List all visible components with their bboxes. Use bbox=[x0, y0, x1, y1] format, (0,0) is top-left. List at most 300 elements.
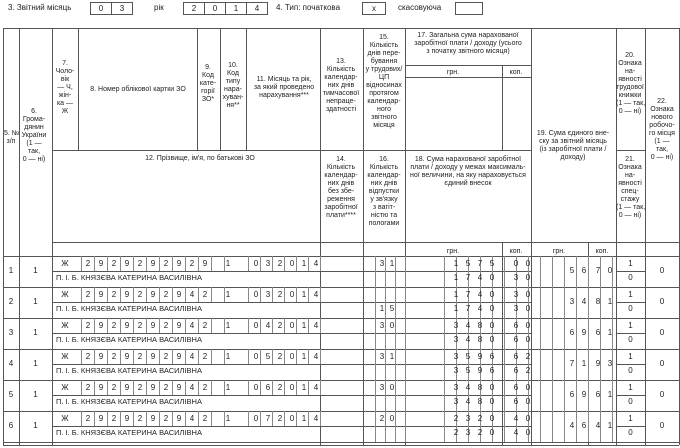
total-accrued-digit[interactable]: 2 bbox=[525, 352, 531, 361]
contribution-digit[interactable]: 4 bbox=[595, 421, 601, 430]
grid-line bbox=[385, 364, 386, 380]
card-digit[interactable]: 2 bbox=[111, 414, 117, 423]
capped-accrued-digit[interactable]: 0 bbox=[525, 273, 531, 282]
card-digit[interactable]: 9 bbox=[124, 414, 130, 423]
capped-accrued-digit[interactable]: 2 bbox=[525, 366, 531, 375]
period-digit[interactable]: 0 bbox=[253, 290, 259, 299]
card-digit[interactable]: 9 bbox=[176, 259, 182, 268]
header-20: 20. Ознака на- явності трудової книжки (1 — так, 0 — ні) bbox=[616, 52, 646, 115]
grid-line bbox=[504, 256, 505, 287]
card-digit[interactable]: 2 bbox=[189, 259, 195, 268]
card-digit[interactable]: 4 bbox=[189, 414, 195, 423]
month-digit-1[interactable]: 0 bbox=[90, 2, 112, 15]
header-18: 18. Сума нарахованої заробітної плати / доходу у межах максималь- ної величини, на яку нараховується єдиний внесок bbox=[410, 156, 526, 187]
work-book-flag[interactable]: 1 bbox=[628, 383, 633, 392]
grid-line bbox=[395, 395, 396, 411]
new-workplace-flag[interactable]: 0 bbox=[659, 328, 665, 337]
days-in-employment-digit[interactable]: 0 bbox=[389, 321, 395, 330]
card-digit[interactable]: 2 bbox=[85, 352, 91, 361]
card-digit[interactable]: 2 bbox=[163, 259, 169, 268]
contribution-digit[interactable]: 6 bbox=[569, 390, 575, 399]
period-digit[interactable]: 2 bbox=[277, 321, 283, 330]
person-full-name: П. І. Б. КНЯЗЄВА КАТЕРИНА ВАСИЛІВНА bbox=[56, 397, 202, 406]
card-digit[interactable]: 9 bbox=[150, 414, 156, 423]
contribution-digit[interactable]: 6 bbox=[581, 266, 587, 275]
grid-line bbox=[564, 380, 565, 411]
grid-line bbox=[540, 349, 541, 380]
total-accrued-digit[interactable]: 2 bbox=[453, 414, 459, 423]
capped-accrued-digit[interactable]: 7 bbox=[465, 304, 471, 313]
days-in-employment-digit[interactable]: 2 bbox=[379, 414, 385, 423]
card-digit[interactable]: 2 bbox=[111, 321, 117, 330]
year-digit-2[interactable]: 0 bbox=[204, 2, 226, 15]
total-accrued-digit[interactable]: 6 bbox=[513, 352, 519, 361]
contribution-digit[interactable]: 4 bbox=[569, 421, 575, 430]
contribution-digit[interactable]: 1 bbox=[581, 359, 587, 368]
total-accrued-digit[interactable]: 0 bbox=[525, 321, 531, 330]
total-accrued-digit[interactable]: 8 bbox=[477, 383, 483, 392]
total-accrued-digit[interactable]: 6 bbox=[513, 383, 519, 392]
grid-line bbox=[248, 349, 249, 364]
new-workplace-flag[interactable]: 0 bbox=[659, 297, 665, 306]
grid-line bbox=[19, 28, 20, 445]
card-digit[interactable]: 4 bbox=[189, 383, 195, 392]
card-digit[interactable]: 9 bbox=[202, 259, 208, 268]
card-digit[interactable]: 2 bbox=[111, 259, 117, 268]
total-accrued-digit[interactable]: 8 bbox=[477, 321, 483, 330]
contribution-digit[interactable]: 7 bbox=[569, 359, 575, 368]
card-digit[interactable]: 2 bbox=[137, 259, 143, 268]
capped-accrued-digit[interactable]: 2 bbox=[453, 428, 459, 437]
days-in-employment-digit[interactable]: 3 bbox=[379, 352, 385, 361]
header-19: 19. Сума єдиного вне- ску за звітний місяць (із заробітної плати / доходу) bbox=[536, 130, 610, 161]
card-digit[interactable]: 2 bbox=[163, 383, 169, 392]
period-digit[interactable]: 6 bbox=[265, 383, 271, 392]
capped-accrued-digit[interactable]: 4 bbox=[513, 428, 519, 437]
sex-code[interactable]: Ж bbox=[61, 290, 69, 299]
person-full-name: П. І. Б. КНЯЗЄВА КАТЕРИНА ВАСИЛІВНА bbox=[56, 335, 202, 344]
card-digit[interactable]: 2 bbox=[111, 352, 117, 361]
citizen-flag[interactable]: 1 bbox=[33, 297, 38, 306]
card-digit[interactable]: 9 bbox=[124, 383, 130, 392]
contribution-digit[interactable]: 6 bbox=[581, 421, 587, 430]
card-digit[interactable]: 9 bbox=[98, 321, 104, 330]
type-label: 4. Тип: початкова bbox=[276, 3, 341, 12]
grid-line bbox=[552, 287, 553, 318]
grid-line bbox=[3, 349, 679, 350]
citizen-flag[interactable]: 1 bbox=[33, 359, 38, 368]
new-workplace-flag[interactable]: 0 bbox=[659, 390, 665, 399]
period-digit[interactable]: 0 bbox=[289, 383, 295, 392]
period-digit[interactable]: 1 bbox=[301, 414, 307, 423]
category-code[interactable]: 1 bbox=[225, 259, 231, 268]
grid-line bbox=[211, 380, 212, 395]
days-in-employment-digit[interactable]: 1 bbox=[379, 304, 385, 313]
total-accrued-digit[interactable]: 9 bbox=[477, 352, 483, 361]
category-code[interactable]: 1 bbox=[225, 414, 231, 423]
sex-code[interactable]: Ж bbox=[61, 259, 69, 268]
grid-line bbox=[52, 28, 53, 445]
special-service-flag[interactable]: 0 bbox=[628, 366, 633, 375]
card-digit[interactable]: 9 bbox=[98, 383, 104, 392]
card-digit[interactable]: 2 bbox=[137, 352, 143, 361]
grid-line bbox=[504, 380, 505, 411]
card-digit[interactable]: 9 bbox=[98, 352, 104, 361]
total-accrued-digit[interactable]: 0 bbox=[513, 259, 519, 268]
total-accrued-digit[interactable]: 4 bbox=[465, 383, 471, 392]
capped-accrued-digit[interactable]: 0 bbox=[525, 397, 531, 406]
card-digit[interactable]: 2 bbox=[163, 321, 169, 330]
total-accrued-digit[interactable]: 2 bbox=[477, 414, 483, 423]
total-accrued-digit[interactable]: 1 bbox=[453, 290, 459, 299]
capped-accrued-digit[interactable]: 8 bbox=[477, 397, 483, 406]
days-in-employment-digit[interactable]: 3 bbox=[379, 259, 385, 268]
period-digit[interactable]: 2 bbox=[277, 414, 283, 423]
capped-accrued-digit[interactable]: 1 bbox=[453, 304, 459, 313]
card-digit[interactable]: 9 bbox=[98, 414, 104, 423]
period-digit[interactable]: 1 bbox=[301, 259, 307, 268]
work-book-flag[interactable]: 1 bbox=[628, 290, 633, 299]
card-digit[interactable]: 2 bbox=[137, 383, 143, 392]
month-digit-2[interactable]: 3 bbox=[111, 2, 133, 15]
capped-accrued-digit[interactable]: 0 bbox=[525, 335, 531, 344]
period-digit[interactable]: 0 bbox=[289, 290, 295, 299]
contribution-digit[interactable]: 6 bbox=[595, 328, 601, 337]
total-accrued-digit[interactable]: 0 bbox=[489, 414, 495, 423]
days-in-employment-digit[interactable]: 1 bbox=[389, 259, 395, 268]
card-digit[interactable]: 2 bbox=[163, 414, 169, 423]
sex-code[interactable]: Ж bbox=[61, 414, 69, 423]
period-digit[interactable]: 4 bbox=[313, 290, 319, 299]
row-number: 5 bbox=[8, 390, 14, 399]
period-digit[interactable]: 4 bbox=[313, 414, 319, 423]
grid-line bbox=[405, 426, 406, 442]
contribution-digit[interactable]: 1 bbox=[607, 328, 613, 337]
capped-accrued-digit[interactable]: 0 bbox=[525, 428, 531, 437]
card-digit[interactable]: 9 bbox=[98, 259, 104, 268]
days-in-employment-digit[interactable]: 1 bbox=[389, 352, 395, 361]
days-in-employment-digit[interactable]: 0 bbox=[389, 383, 395, 392]
period-digit[interactable]: 2 bbox=[277, 259, 283, 268]
total-accrued-digit[interactable]: 0 bbox=[525, 259, 531, 268]
category-code[interactable]: 1 bbox=[225, 352, 231, 361]
total-accrued-digit[interactable]: 7 bbox=[477, 259, 483, 268]
capped-accrued-digit[interactable]: 6 bbox=[489, 366, 495, 375]
period-digit[interactable]: 1 bbox=[301, 383, 307, 392]
days-in-employment-digit[interactable]: 3 bbox=[379, 383, 385, 392]
card-digit[interactable]: 4 bbox=[189, 321, 195, 330]
capped-accrued-digit[interactable]: 4 bbox=[465, 397, 471, 406]
capped-accrued-digit[interactable]: 7 bbox=[465, 273, 471, 282]
card-digit[interactable]: 9 bbox=[150, 290, 156, 299]
grid-line bbox=[246, 28, 247, 150]
card-digit[interactable]: 9 bbox=[176, 290, 182, 299]
contribution-digit[interactable]: 7 bbox=[595, 266, 601, 275]
total-accrued-digit[interactable]: 4 bbox=[465, 321, 471, 330]
period-digit[interactable]: 4 bbox=[313, 321, 319, 330]
grid-line bbox=[405, 349, 406, 364]
total-accrued-digit[interactable]: 0 bbox=[525, 290, 531, 299]
total-accrued-digit[interactable]: 3 bbox=[453, 321, 459, 330]
work-book-flag[interactable]: 1 bbox=[628, 352, 633, 361]
card-digit[interactable]: 2 bbox=[163, 352, 169, 361]
special-service-flag[interactable]: 0 bbox=[628, 397, 633, 406]
citizen-flag[interactable]: 1 bbox=[33, 390, 38, 399]
row-number: 4 bbox=[8, 359, 14, 368]
capped-accrued-digit[interactable]: 3 bbox=[453, 335, 459, 344]
total-accrued-digit[interactable]: 4 bbox=[513, 414, 519, 423]
sex-code[interactable]: Ж bbox=[61, 383, 69, 392]
sex-code[interactable]: Ж bbox=[61, 352, 69, 361]
period-digit[interactable]: 0 bbox=[289, 352, 295, 361]
capped-accrued-digit[interactable]: 6 bbox=[513, 366, 519, 375]
period-digit[interactable]: 3 bbox=[265, 290, 271, 299]
capped-accrued-digit[interactable]: 0 bbox=[525, 304, 531, 313]
capped-accrued-digit[interactable]: 3 bbox=[465, 428, 471, 437]
type-cancel-box[interactable] bbox=[455, 2, 483, 15]
total-accrued-digit[interactable]: 4 bbox=[477, 290, 483, 299]
grid-line bbox=[385, 271, 386, 287]
contribution-digit[interactable]: 3 bbox=[607, 359, 613, 368]
card-digit[interactable]: 2 bbox=[137, 321, 143, 330]
sex-code[interactable]: Ж bbox=[61, 321, 69, 330]
grid-line bbox=[375, 287, 376, 302]
card-digit[interactable]: 9 bbox=[176, 352, 182, 361]
grid-line bbox=[405, 364, 406, 380]
grid-line bbox=[3, 287, 679, 288]
card-digit[interactable]: 9 bbox=[124, 352, 130, 361]
header-16: 16. Кількість календар- них днів відпустки у зв'язку з вагіт- ністю та пологами bbox=[367, 156, 401, 227]
capped-accrued-digit[interactable]: 5 bbox=[465, 366, 471, 375]
grid-line bbox=[375, 380, 376, 395]
work-book-flag[interactable]: 1 bbox=[628, 321, 633, 330]
period-digit[interactable]: 0 bbox=[289, 414, 295, 423]
grid-line bbox=[552, 256, 553, 287]
period-digit[interactable]: 7 bbox=[265, 414, 271, 423]
contribution-digit[interactable]: 9 bbox=[595, 359, 601, 368]
total-accrued-digit[interactable]: 3 bbox=[453, 352, 459, 361]
special-service-flag[interactable]: 0 bbox=[628, 335, 633, 344]
capped-accrued-digit[interactable]: 6 bbox=[513, 397, 519, 406]
grid-line bbox=[444, 411, 445, 442]
period-digit[interactable]: 1 bbox=[301, 352, 307, 361]
card-digit[interactable]: 9 bbox=[176, 383, 182, 392]
period-digit[interactable]: 4 bbox=[313, 352, 319, 361]
period-digit[interactable]: 2 bbox=[277, 290, 283, 299]
capped-accrued-digit[interactable]: 0 bbox=[489, 428, 495, 437]
capped-accrued-digit[interactable]: 6 bbox=[513, 335, 519, 344]
total-accrued-digit[interactable]: 0 bbox=[525, 383, 531, 392]
year-digit-3[interactable]: 1 bbox=[225, 2, 247, 15]
citizen-flag[interactable]: 1 bbox=[33, 328, 38, 337]
period-digit[interactable]: 2 bbox=[277, 383, 283, 392]
card-digit[interactable]: 9 bbox=[124, 290, 130, 299]
contribution-digit[interactable]: 6 bbox=[595, 390, 601, 399]
card-digit[interactable]: 2 bbox=[163, 290, 169, 299]
period-digit[interactable]: 0 bbox=[253, 259, 259, 268]
special-service-flag[interactable]: 0 bbox=[628, 304, 633, 313]
period-digit[interactable]: 0 bbox=[253, 321, 259, 330]
grid-line bbox=[211, 411, 212, 426]
work-book-flag[interactable]: 1 bbox=[628, 414, 633, 423]
capped-accrued-digit[interactable]: 0 bbox=[489, 335, 495, 344]
card-digit[interactable]: 2 bbox=[85, 259, 91, 268]
grid-line bbox=[395, 364, 396, 380]
period-digit[interactable]: 2 bbox=[277, 352, 283, 361]
capped-accrued-digit[interactable]: 3 bbox=[453, 397, 459, 406]
grid-line bbox=[405, 333, 406, 349]
card-digit[interactable]: 9 bbox=[124, 259, 130, 268]
card-digit[interactable]: 9 bbox=[150, 383, 156, 392]
period-digit[interactable]: 0 bbox=[253, 414, 259, 423]
card-digit[interactable]: 9 bbox=[98, 290, 104, 299]
grid-line bbox=[385, 333, 386, 349]
capped-accrued-digit[interactable]: 4 bbox=[465, 335, 471, 344]
card-digit[interactable]: 2 bbox=[202, 383, 208, 392]
total-accrued-digit[interactable]: 7 bbox=[465, 290, 471, 299]
citizen-flag[interactable]: 1 bbox=[33, 421, 38, 430]
capped-accrued-digit[interactable]: 3 bbox=[453, 366, 459, 375]
card-digit[interactable]: 2 bbox=[85, 414, 91, 423]
period-digit[interactable]: 3 bbox=[265, 259, 271, 268]
contribution-digit[interactable]: 0 bbox=[607, 266, 613, 275]
total-accrued-digit[interactable]: 1 bbox=[453, 259, 459, 268]
contribution-digit[interactable]: 9 bbox=[581, 390, 587, 399]
total-accrued-digit[interactable]: 5 bbox=[465, 259, 471, 268]
header-18-kop: коп. bbox=[509, 248, 523, 255]
contribution-digit[interactable]: 6 bbox=[569, 328, 575, 337]
new-workplace-flag[interactable]: 0 bbox=[659, 266, 665, 275]
category-code[interactable]: 1 bbox=[225, 290, 231, 299]
period-digit[interactable]: 4 bbox=[313, 383, 319, 392]
category-code[interactable]: 1 bbox=[225, 321, 231, 330]
capped-accrued-digit[interactable]: 4 bbox=[477, 304, 483, 313]
new-workplace-flag[interactable]: 0 bbox=[659, 421, 665, 430]
contribution-digit[interactable]: 3 bbox=[569, 297, 575, 306]
header-21: 21. Ознака на- явності спец- стажу (1 — так, 0 — ні) bbox=[616, 156, 646, 219]
total-accrued-digit[interactable]: 6 bbox=[489, 352, 495, 361]
card-digit[interactable]: 2 bbox=[85, 290, 91, 299]
card-digit[interactable]: 9 bbox=[150, 259, 156, 268]
days-in-employment-digit[interactable]: 5 bbox=[389, 304, 395, 313]
capped-accrued-digit[interactable]: 9 bbox=[477, 366, 483, 375]
capped-accrued-digit[interactable]: 0 bbox=[489, 397, 495, 406]
person-full-name: П. І. Б. КНЯЗЄВА КАТЕРИНА ВАСИЛІВНА bbox=[56, 273, 202, 282]
total-accrued-digit[interactable]: 3 bbox=[513, 290, 519, 299]
period-digit[interactable]: 0 bbox=[289, 259, 295, 268]
work-book-flag[interactable]: 1 bbox=[628, 259, 633, 268]
card-digit[interactable]: 2 bbox=[111, 383, 117, 392]
contribution-digit[interactable]: 5 bbox=[569, 266, 575, 275]
year-label: рік bbox=[154, 3, 164, 12]
type-initial-box[interactable]: х bbox=[362, 2, 386, 15]
card-digit[interactable]: 9 bbox=[150, 352, 156, 361]
year-digit-1[interactable]: 2 bbox=[183, 2, 205, 15]
contribution-digit[interactable]: 4 bbox=[581, 297, 587, 306]
total-accrued-digit[interactable]: 6 bbox=[513, 321, 519, 330]
grid-line bbox=[444, 349, 445, 380]
capped-accrued-digit[interactable]: 1 bbox=[453, 273, 459, 282]
contribution-digit[interactable]: 1 bbox=[607, 421, 613, 430]
card-digit[interactable]: 9 bbox=[176, 414, 182, 423]
special-service-flag[interactable]: 0 bbox=[628, 273, 633, 282]
header-22: 22. Ознака нового робочо- го місця (1 — так, 0 — ні) bbox=[649, 98, 675, 161]
capped-accrued-digit[interactable]: 2 bbox=[477, 428, 483, 437]
capped-accrued-digit[interactable]: 3 bbox=[513, 304, 519, 313]
total-accrued-digit[interactable]: 0 bbox=[489, 383, 495, 392]
period-digit[interactable]: 4 bbox=[313, 259, 319, 268]
days-in-employment-digit[interactable]: 3 bbox=[379, 321, 385, 330]
month-label: 3. Звітний місяць bbox=[8, 3, 72, 12]
special-service-flag[interactable]: 0 bbox=[628, 428, 633, 437]
grid-line bbox=[375, 364, 376, 380]
contribution-digit[interactable]: 9 bbox=[581, 328, 587, 337]
card-digit[interactable]: 2 bbox=[202, 290, 208, 299]
card-digit[interactable]: 4 bbox=[189, 290, 195, 299]
days-in-employment-digit[interactable]: 0 bbox=[389, 414, 395, 423]
card-digit[interactable]: 2 bbox=[111, 290, 117, 299]
card-digit[interactable]: 2 bbox=[202, 414, 208, 423]
grid-line bbox=[504, 318, 505, 349]
total-accrued-digit[interactable]: 5 bbox=[465, 352, 471, 361]
card-digit[interactable]: 2 bbox=[137, 414, 143, 423]
grid-line bbox=[211, 287, 212, 302]
period-digit[interactable]: 0 bbox=[253, 383, 259, 392]
contribution-digit[interactable]: 8 bbox=[595, 297, 601, 306]
total-accrued-digit[interactable]: 0 bbox=[489, 321, 495, 330]
period-digit[interactable]: 1 bbox=[301, 321, 307, 330]
capped-accrued-digit[interactable]: 8 bbox=[477, 335, 483, 344]
total-accrued-digit[interactable]: 0 bbox=[525, 414, 531, 423]
period-digit[interactable]: 0 bbox=[289, 321, 295, 330]
period-digit[interactable]: 1 bbox=[301, 290, 307, 299]
period-digit[interactable]: 4 bbox=[265, 321, 271, 330]
grid-line bbox=[395, 271, 396, 287]
card-digit[interactable]: 9 bbox=[150, 321, 156, 330]
capped-accrued-digit[interactable]: 3 bbox=[513, 273, 519, 282]
contribution-digit[interactable]: 1 bbox=[607, 390, 613, 399]
total-accrued-digit[interactable]: 5 bbox=[489, 259, 495, 268]
row-number: 1 bbox=[8, 266, 14, 275]
period-digit[interactable]: 5 bbox=[265, 352, 271, 361]
year-digit-4[interactable]: 4 bbox=[246, 2, 268, 15]
contribution-digit[interactable]: 1 bbox=[607, 297, 613, 306]
card-digit[interactable]: 2 bbox=[85, 383, 91, 392]
period-digit[interactable]: 0 bbox=[253, 352, 259, 361]
capped-accrued-digit[interactable]: 0 bbox=[489, 273, 495, 282]
grid-line bbox=[3, 411, 679, 412]
card-digit[interactable]: 4 bbox=[189, 352, 195, 361]
total-accrued-digit[interactable]: 3 bbox=[453, 383, 459, 392]
category-code[interactable]: 1 bbox=[225, 383, 231, 392]
total-accrued-digit[interactable]: 0 bbox=[489, 290, 495, 299]
card-digit[interactable]: 9 bbox=[176, 321, 182, 330]
header-19-kop: коп. bbox=[595, 248, 609, 255]
grid-line bbox=[540, 287, 541, 318]
grid-line bbox=[405, 318, 406, 333]
total-accrued-digit[interactable]: 3 bbox=[465, 414, 471, 423]
new-workplace-flag[interactable]: 0 bbox=[659, 359, 665, 368]
card-digit[interactable]: 9 bbox=[124, 321, 130, 330]
card-digit[interactable]: 2 bbox=[202, 321, 208, 330]
capped-accrued-digit[interactable]: 0 bbox=[489, 304, 495, 313]
card-digit[interactable]: 2 bbox=[202, 352, 208, 361]
citizen-flag[interactable]: 1 bbox=[33, 266, 38, 275]
card-digit[interactable]: 2 bbox=[137, 290, 143, 299]
header-5: 5. № з/п bbox=[4, 130, 20, 145]
card-digit[interactable]: 2 bbox=[85, 321, 91, 330]
capped-accrued-digit[interactable]: 4 bbox=[477, 273, 483, 282]
